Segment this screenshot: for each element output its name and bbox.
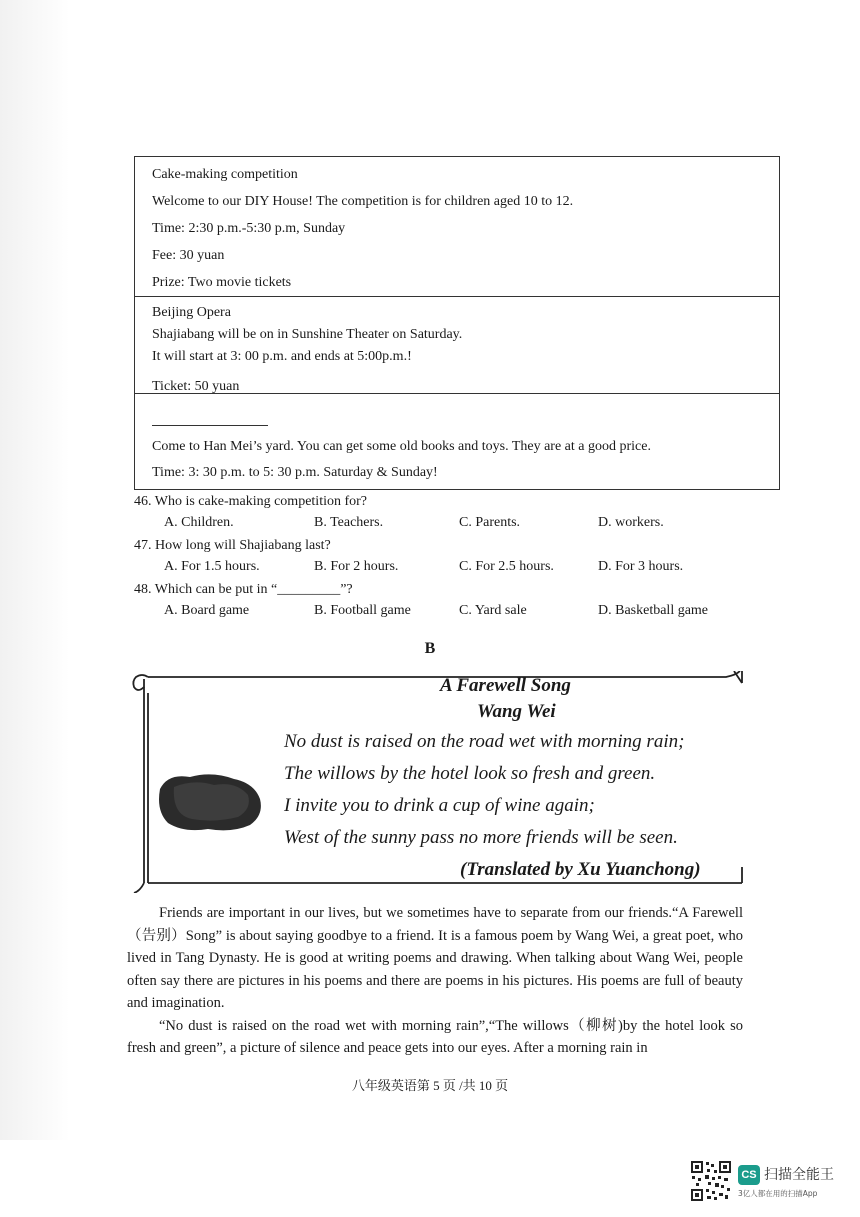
notice-yard-sale [135,394,779,489]
title-blank [152,414,268,426]
option-d: D. workers. [598,515,664,530]
option-b: B. Football game [314,603,411,618]
poem-line: I invite you to drink a cup of wine again; [284,795,595,816]
page-footer: 八年级英语第 5 页 /共 10 页 [351,1078,509,1093]
option-b: B. Teachers. [314,515,384,530]
notice-time: Time: 3: 30 p.m. to 5: 30 p.m. Saturday & Sunday! [152,465,438,480]
poem-title: A Farewell Song [440,675,571,696]
section-heading: B [424,640,436,657]
notice-beijing-opera [135,297,779,394]
poem-line: West of the sunny pass no more friends will be seen. [284,827,678,848]
notice-text: Shajiabang will be on in Sunshine Theater on Saturday. [152,327,463,342]
notice-title: Beijing Opera [152,305,231,320]
option-b: B. For 2 hours. [314,559,399,574]
scanner-logo: CS [738,1165,760,1185]
option-a: A. For 1.5 hours. [164,559,260,574]
qr-code-icon [690,1160,732,1202]
notice-text: Come to Han Mei’s yard. You can get some old books and toys. They are at a good price. [152,439,651,454]
option-row [134,512,774,536]
question-stem: 47. How long will Shajiabang last? [134,538,331,553]
scanner-slogan: 3亿人都在用的扫描App [738,1189,818,1198]
option-d: D. For 3 hours. [598,559,684,574]
notice-cake-competition [135,157,779,297]
option-row [134,556,774,580]
reading-passage [127,902,743,1060]
notice-title: Cake-making competition [152,167,298,182]
question-46 [134,492,774,536]
notice-fee: Fee: 30 yuan [152,248,225,263]
option-c: C. Yard sale [459,603,527,618]
poem-translator: (Translated by Xu Yuanchong) [460,859,701,880]
option-c: C. For 2.5 hours. [459,559,554,574]
question-47 [134,536,774,580]
question-stem: 46. Who is cake-making competition for? [134,494,368,509]
question-stem: 48. Which can be put in “_________”? [134,582,353,597]
notice-table [134,156,780,490]
scanner-brand-name: 扫描全能王 [764,1167,834,1183]
notice-text: Welcome to our DIY House! The competition is for children aged 10 to 12. [152,194,574,209]
scan-shadow [0,0,70,1140]
question-list [134,492,774,624]
poem-line: The willows by the hotel look so fresh and green. [284,763,656,784]
option-a: A. Board game [164,603,250,618]
notice-ticket: Ticket: 50 yuan [152,379,240,394]
notice-time: Time: 2:30 p.m.-5:30 p.m, Sunday [152,221,346,236]
notice-text: It will start at 3: 00 p.m. and ends at 5:00p.m.! [152,349,412,364]
passage-paragraph: “No dust is raised on the road wet with morning rain”,“The willows（柳树)by the hotel look so fresh and green”, a picture of silence and peace gets into our eyes. After a morning rain in [127,1017,743,1056]
poem-scroll [130,671,748,893]
question-48 [134,580,774,624]
passage-paragraph: Friends are important in our lives, but we sometimes have to separate from our friends.“A Farewell（告别）Song” is about saying goodbye to a friend. It is a famous poem by Wang Wei, a great poet, who lived in Tang Dynasty. He is good at writing poems and drawing. When talking about Wang Wei, people often say there are pictures in his poems and there are poems in his pictures. His poems are full of beauty and imagination. [127,905,743,1011]
option-d: D. Basketball game [598,603,709,618]
poem-line: No dust is raised on the road wet with morning rain; [284,731,685,752]
option-row [134,600,774,624]
option-a: A. Children. [164,515,234,530]
notice-prize: Prize: Two movie tickets [152,275,292,290]
option-c: C. Parents. [459,515,521,530]
poem-author: Wang Wei [477,701,556,722]
ink-painting-image [154,769,266,835]
